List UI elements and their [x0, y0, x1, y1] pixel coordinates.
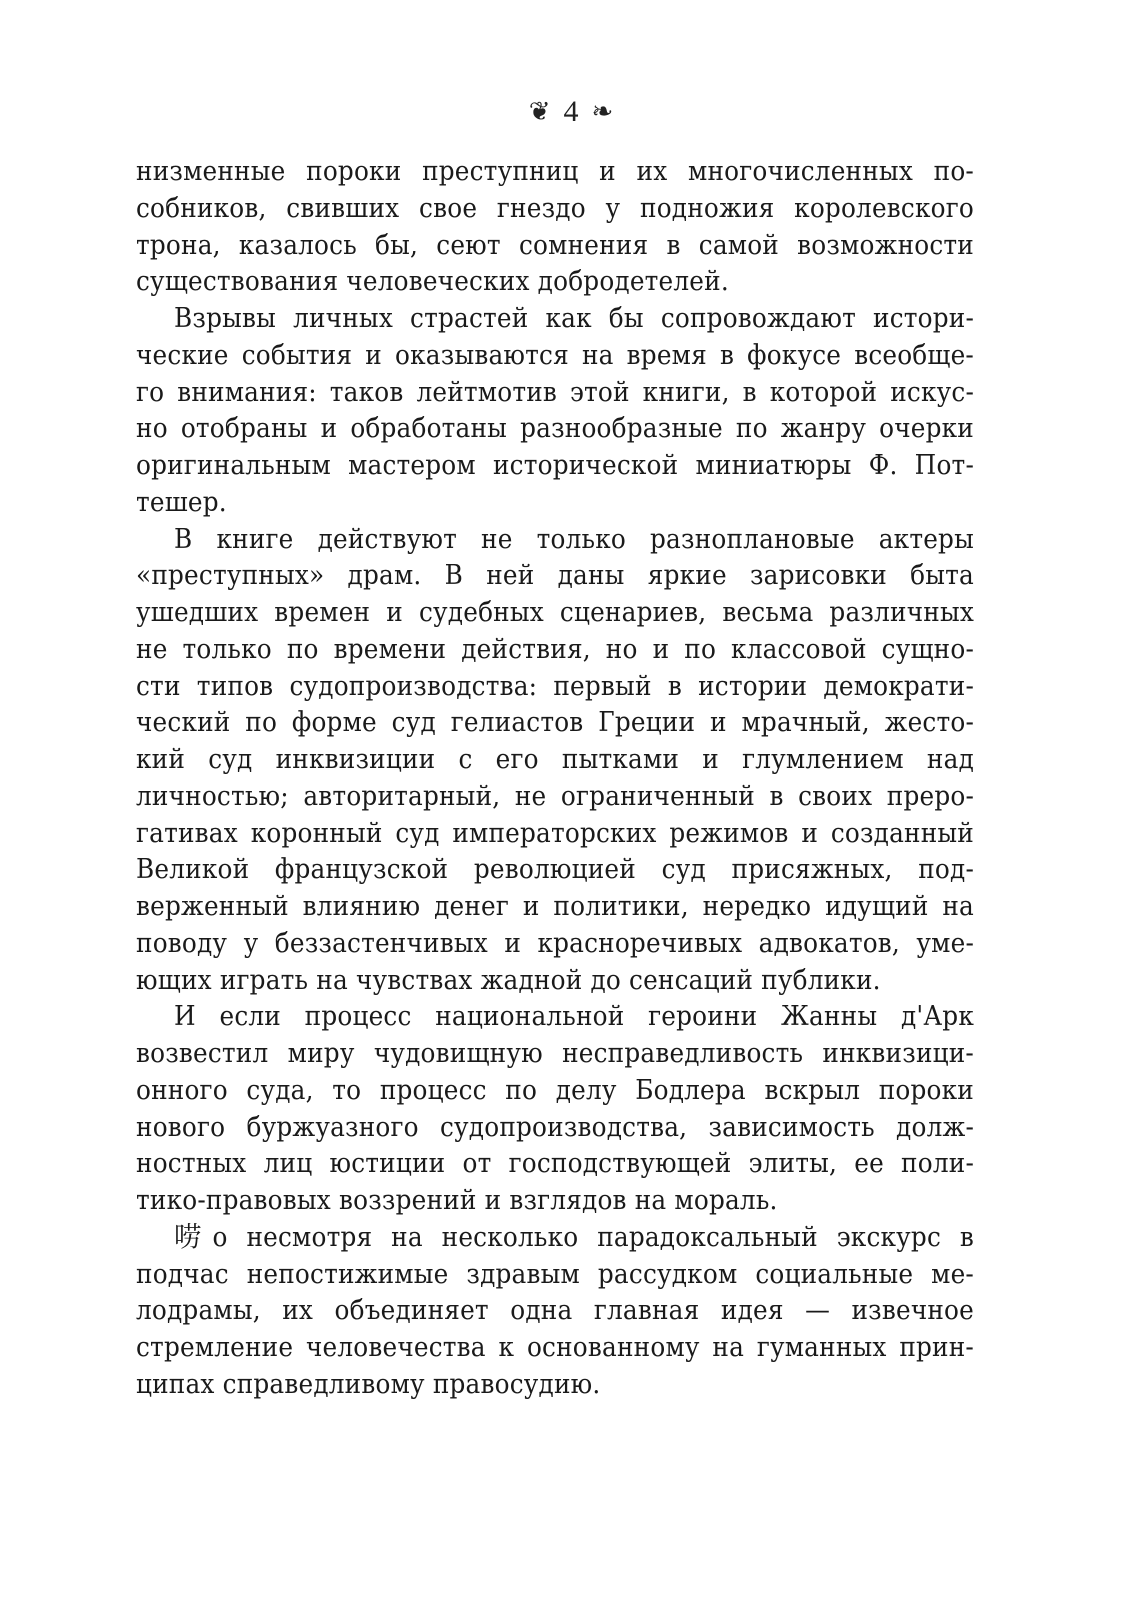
text-line: ющих играть на чувствах жадной до сенсаций публики. [136, 963, 881, 996]
text-line: стремление человечества к основанному на гуманных прин- [136, 1331, 974, 1363]
text-line: личностью; авторитарный, не ограниченный в своих преро- [136, 779, 974, 812]
text-line: собников, свивших свое гнездо у подножия королевского [136, 191, 974, 224]
page-number: 4 [563, 94, 579, 128]
text-line: кий суд инквизиции с его пытками и глумлением над [136, 743, 974, 775]
text-line: трона, казалось бы, сеют сомнения в самой возможности [136, 228, 974, 261]
text-line: онного суда, то процесс по делу Бодлера вскрыл пороки [136, 1073, 974, 1106]
ornament-left-icon: ❦ [528, 96, 551, 126]
text-line: ностных лиц юстиции от господствующей элиты, ее поли- [136, 1147, 974, 1180]
text-line: И если процесс национальной героини Жанны д'Арк [174, 1000, 974, 1033]
text-line: ушедших времен и судебных сценариев, весьма различных [136, 596, 974, 628]
text-line: существования человеческих добродетелей. [136, 265, 729, 298]
text-line: подчас непостижимые здравым рассудком социальные ме- [136, 1257, 974, 1290]
text-line: Великой французской революцией суд присяжных, под- [136, 853, 974, 886]
paragraph-4 [136, 998, 974, 1219]
paragraph-2 [136, 300, 974, 521]
text-body [136, 153, 974, 1403]
ornament-right-icon: ❧ [591, 96, 614, 126]
text-line: но отобраны и обработаны разнообразные по жанру очерки [136, 412, 974, 445]
text-line: возвестил миру чудовищную несправедливость инквизици- [136, 1037, 974, 1069]
text-line: «преступных» драм. В ней даны яркие зарисовки быта [136, 559, 974, 592]
text-line: ческий по форме суд гелиастов Греции и мрачный, жесто- [136, 706, 974, 739]
text-line: поводу у беззастенчивых и красноречивых адвокатов, уме- [136, 926, 974, 959]
text-line: го внимания: таков лейтмотив этой книги, в которой искус- [136, 375, 974, 408]
paragraph-3 [136, 521, 974, 999]
text-line: ципах справедливому правосудию. [136, 1367, 601, 1400]
text-line: нового буржуазного судопроизводства, зависимость долж- [136, 1110, 974, 1143]
text-line: сти типов судопроизводства: первый в истории демократи- [136, 669, 974, 702]
text-line: лодрамы, их объединяет одна главная идея — извечное [136, 1294, 974, 1327]
page-header [0, 92, 1142, 130]
text-line: верженный влиянию денег и политики, нередко идущий на [136, 890, 974, 922]
text-line: В книге действуют не только разноплановые актеры [174, 522, 974, 555]
text-line: ческие события и оказываются на время в фокусе всеобще- [136, 338, 974, 371]
text-line: гативах коронный суд императорских режимов и созданный [136, 816, 974, 849]
paragraph-5 [136, 1219, 974, 1403]
text-line: тешер. [136, 485, 227, 518]
text-line: не только по времени действия, но и по классовой сущно- [136, 632, 974, 665]
text-line: 唠о несмотря на несколько парадоксальный экскурс в [174, 1220, 974, 1253]
text-line: оригинальным мастером исторической миниатюры Ф. Пот- [136, 449, 974, 481]
paragraph-1 [136, 153, 974, 300]
text-line: тико-правовых воззрений и взглядов на мораль. [136, 1184, 778, 1216]
text-line: Взрывы личных страстей как бы сопровождают истори- [174, 302, 974, 334]
text-line: низменные пороки преступниц и их многочисленных по- [136, 155, 974, 187]
